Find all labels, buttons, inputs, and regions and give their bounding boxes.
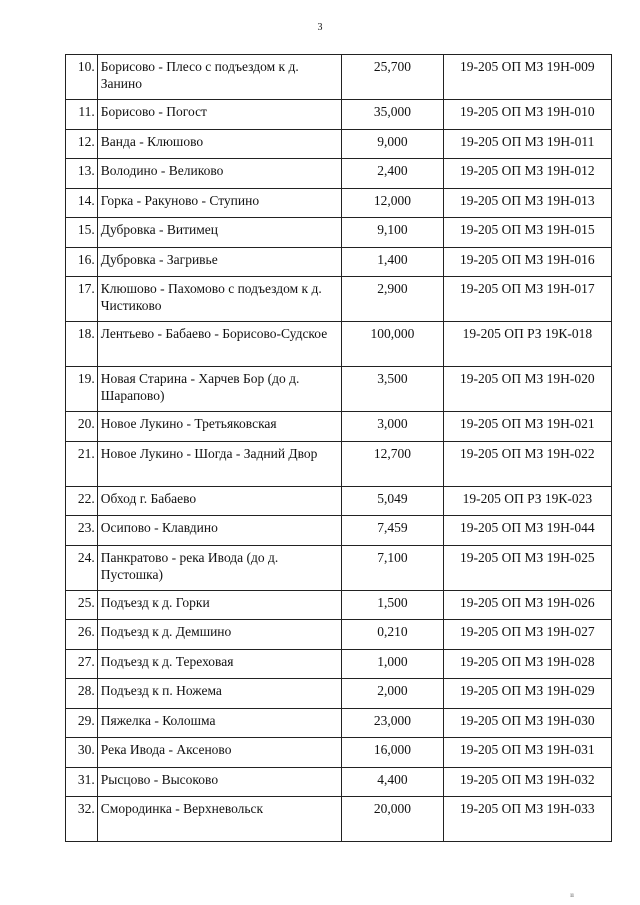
row-number: 14. (66, 189, 98, 218)
row-number: 15. (66, 218, 98, 248)
row-number: 29. (66, 709, 98, 738)
road-id-code: 19-205 ОП МЗ 19Н-020 (443, 367, 611, 412)
table-row (66, 487, 612, 516)
table-row (66, 442, 612, 487)
table-row (66, 218, 612, 248)
road-id-code: 19-205 ОП МЗ 19Н-012 (443, 159, 611, 189)
table-row (66, 679, 612, 709)
road-name: Новая Старина - Харчев Бор (до д. Шарапово) (97, 367, 341, 412)
row-number: 22. (66, 487, 98, 516)
road-id-code: 19-205 ОП МЗ 19Н-013 (443, 189, 611, 218)
table-row (66, 650, 612, 679)
table-row (66, 159, 612, 189)
road-length: 35,000 (342, 100, 444, 130)
table-row (66, 768, 612, 797)
road-id-code: 19-205 ОП МЗ 19Н-022 (443, 442, 611, 487)
row-number: 12. (66, 130, 98, 159)
road-length: 2,400 (342, 159, 444, 189)
road-length: 12,700 (342, 442, 444, 487)
table-row (66, 55, 612, 100)
road-name: Новое Лукино - Третьяковская (97, 412, 341, 442)
road-name: Подъезд к п. Ножема (97, 679, 341, 709)
table-row (66, 322, 612, 367)
table-row (66, 130, 612, 159)
road-name: Борисово - Погост (97, 100, 341, 130)
roads-table (65, 54, 612, 842)
table-row (66, 248, 612, 277)
road-name: Дубровка - Витимец (97, 218, 341, 248)
road-length: 23,000 (342, 709, 444, 738)
row-number: 23. (66, 516, 98, 546)
road-length: 100,000 (342, 322, 444, 367)
road-name: Панкратово - река Ивода (до д. Пустошка) (97, 546, 341, 591)
road-id-code: 19-205 ОП МЗ 19Н-029 (443, 679, 611, 709)
table-row (66, 367, 612, 412)
row-number: 19. (66, 367, 98, 412)
road-name: Ванда - Клюшово (97, 130, 341, 159)
table-row (66, 797, 612, 842)
table-row (66, 738, 612, 768)
row-number: 10. (66, 55, 98, 100)
row-number: 31. (66, 768, 98, 797)
table-row (66, 277, 612, 322)
row-number: 30. (66, 738, 98, 768)
table-row (66, 591, 612, 620)
road-id-code: 19-205 ОП МЗ 19Н-032 (443, 768, 611, 797)
table-row (66, 546, 612, 591)
road-name: Борисово - Плесо с подъездом к д. Занино (97, 55, 341, 100)
road-length: 2,900 (342, 277, 444, 322)
road-name: Лентьево - Бабаево - Борисово-Судское (97, 322, 341, 367)
road-id-code: 19-205 ОП МЗ 19Н-025 (443, 546, 611, 591)
row-number: 18. (66, 322, 98, 367)
page-number: 3 (317, 22, 323, 33)
road-id-code: 19-205 ОП МЗ 19Н-031 (443, 738, 611, 768)
road-id-code: 19-205 ОП РЗ 19К-023 (443, 487, 611, 516)
road-name: Дубровка - Загривье (97, 248, 341, 277)
road-length: 9,000 (342, 130, 444, 159)
road-name: Смородинка - Верхневольск (97, 797, 341, 842)
road-id-code: 19-205 ОП МЗ 19Н-009 (443, 55, 611, 100)
road-length: 1,000 (342, 650, 444, 679)
road-id-code: 19-205 ОП МЗ 19Н-010 (443, 100, 611, 130)
roads-table-body (66, 55, 612, 842)
road-length: 1,500 (342, 591, 444, 620)
table-row (66, 709, 612, 738)
road-length: 3,500 (342, 367, 444, 412)
row-number: 11. (66, 100, 98, 130)
road-name: Обход г. Бабаево (97, 487, 341, 516)
row-number: 28. (66, 679, 98, 709)
road-name: Пяжелка - Колошма (97, 709, 341, 738)
road-length: 20,000 (342, 797, 444, 842)
row-number: 17. (66, 277, 98, 322)
road-length: 9,100 (342, 218, 444, 248)
row-number: 24. (66, 546, 98, 591)
road-id-code: 19-205 ОП РЗ 19К-018 (443, 322, 611, 367)
row-number: 26. (66, 620, 98, 650)
road-id-code: 19-205 ОП МЗ 19Н-027 (443, 620, 611, 650)
road-length: 16,000 (342, 738, 444, 768)
row-number: 25. (66, 591, 98, 620)
road-length: 4,400 (342, 768, 444, 797)
road-length: 25,700 (342, 55, 444, 100)
road-name: Горка - Ракуново - Ступино (97, 189, 341, 218)
corner-mark: ıı (570, 891, 574, 899)
road-length: 2,000 (342, 679, 444, 709)
road-id-code: 19-205 ОП МЗ 19Н-030 (443, 709, 611, 738)
road-id-code: 19-205 ОП МЗ 19Н-021 (443, 412, 611, 442)
road-name: Рысцово - Высоково (97, 768, 341, 797)
road-name: Подъезд к д. Тереховая (97, 650, 341, 679)
road-length: 3,000 (342, 412, 444, 442)
road-id-code: 19-205 ОП МЗ 19Н-016 (443, 248, 611, 277)
road-name: Новое Лукино - Шогда - Задний Двор (97, 442, 341, 487)
road-name: Подъезд к д. Демшино (97, 620, 341, 650)
table-row (66, 100, 612, 130)
road-id-code: 19-205 ОП МЗ 19Н-044 (443, 516, 611, 546)
road-id-code: 19-205 ОП МЗ 19Н-015 (443, 218, 611, 248)
road-id-code: 19-205 ОП МЗ 19Н-026 (443, 591, 611, 620)
row-number: 27. (66, 650, 98, 679)
row-number: 16. (66, 248, 98, 277)
row-number: 20. (66, 412, 98, 442)
road-name: Клюшово - Пахомово с подъездом к д. Чистиково (97, 277, 341, 322)
row-number: 13. (66, 159, 98, 189)
road-id-code: 19-205 ОП МЗ 19Н-028 (443, 650, 611, 679)
road-id-code: 19-205 ОП МЗ 19Н-011 (443, 130, 611, 159)
road-length: 1,400 (342, 248, 444, 277)
road-name: Володино - Великово (97, 159, 341, 189)
road-name: Осипово - Клавдино (97, 516, 341, 546)
road-name: Подъезд к д. Горки (97, 591, 341, 620)
table-row (66, 620, 612, 650)
road-name: Река Ивода - Аксеново (97, 738, 341, 768)
road-length: 7,459 (342, 516, 444, 546)
road-length: 7,100 (342, 546, 444, 591)
row-number: 32. (66, 797, 98, 842)
table-row (66, 516, 612, 546)
row-number: 21. (66, 442, 98, 487)
road-id-code: 19-205 ОП МЗ 19Н-017 (443, 277, 611, 322)
road-length: 12,000 (342, 189, 444, 218)
road-id-code: 19-205 ОП МЗ 19Н-033 (443, 797, 611, 842)
road-length: 0,210 (342, 620, 444, 650)
road-length: 5,049 (342, 487, 444, 516)
table-row (66, 189, 612, 218)
table-row (66, 412, 612, 442)
